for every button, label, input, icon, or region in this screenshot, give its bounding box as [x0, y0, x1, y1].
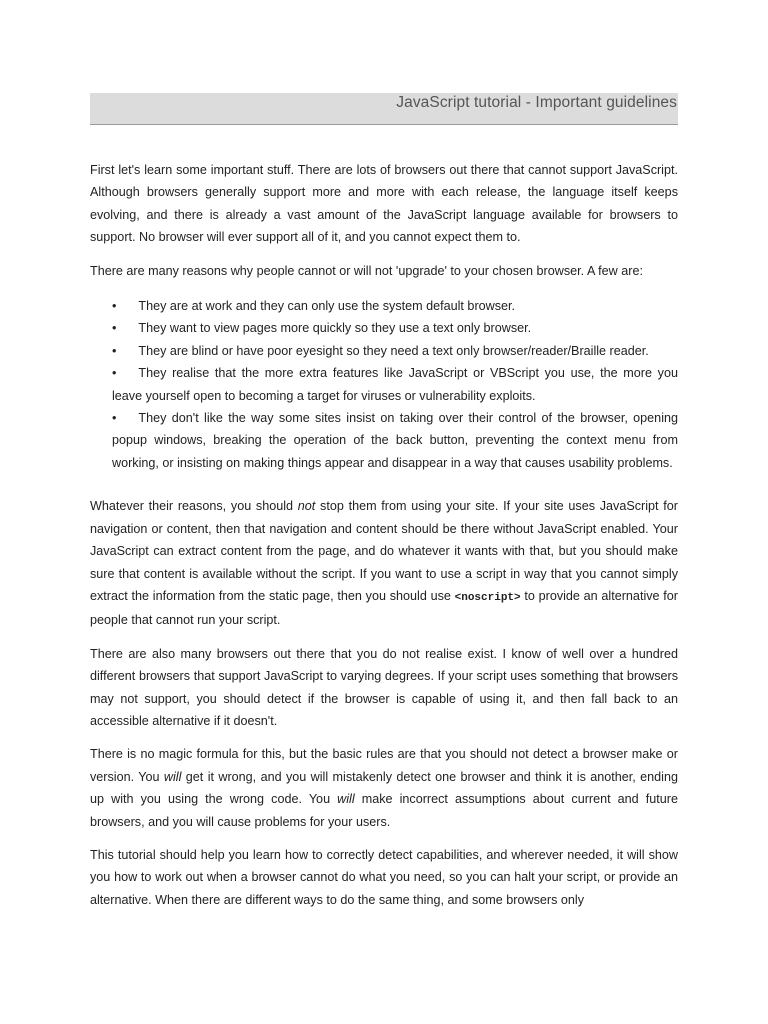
text-run: stop them from using your site. If your site uses JavaScript for navigation or content, then that navigation and content should be there without JavaScript enabled. Your JavaScript can extract content from the page, and do whatever it wants with that, but you should make sure that content is available without the script. If you want to use a script in way that you cannot simply extract the information from the static page, then you should use: [90, 499, 678, 603]
list-item: [90, 295, 678, 317]
list-item-text: They are at work and they can only use the system default browser.: [138, 299, 516, 314]
document-body: [90, 159, 678, 911]
list-item-text: They realise that the more extra features like JavaScript or VBScript you use, the more you leave yourself open to becoming a target for viruses or vulnerability exploits.: [112, 366, 678, 403]
paragraph-reasons-response: [90, 495, 678, 631]
reasons-list: [90, 295, 678, 474]
list-item: [90, 317, 678, 339]
bullet-icon: •: [112, 366, 117, 381]
text-run: to provide an alternative for people that cannot run your script.: [90, 588, 678, 628]
noscript-code: <noscript>: [454, 591, 521, 604]
paragraph-intro: First let's learn some important stuff. There are lots of browsers out there that cannot support JavaScript. Although browsers generally support more and more with each release, the language itself keeps evolving, and there is already a vast amount of the JavaScript language available for browsers to support. No browser will ever support all of it, and you cannot expect them to.: [90, 163, 678, 245]
title-bar: [90, 93, 678, 125]
bullet-icon: •: [112, 343, 117, 358]
bullet-icon: •: [112, 411, 117, 426]
list-item: [90, 340, 678, 362]
text-run: get it wrong, and you will mistakenly detect one browser and think it is another, ending up with you using the wrong code. You: [90, 769, 678, 807]
list-item: [90, 362, 678, 407]
emphasis: will: [163, 769, 182, 784]
paragraph-tutorial-purpose: This tutorial should help you learn how to correctly detect capabilities, and wherever needed, it will show you how to work out when a browser cannot do what you need, so you can halt your script, or provide an alternative. When there are different ways to do the same thing, and some browsers only: [90, 847, 678, 907]
page-title: JavaScript tutorial - Important guidelines: [396, 94, 677, 111]
text-run: make incorrect assumptions about current and future browsers, and you will cause problems for your users.: [90, 792, 678, 829]
paragraph-detection-rules: [90, 743, 678, 833]
list-item-text: They are blind or have poor eyesight so they need a text only browser/reader/Braille reader.: [138, 343, 649, 358]
paragraph-browsers: There are also many browsers out there that you do not realise exist. I know of well over a hundred different browsers that support JavaScript to varying degrees. If your script uses something that browsers may not support, you should detect if the browser is capable of using it, and then fall back to an accessible alternative if it doesn't.: [90, 646, 678, 728]
paragraph-reasons-intro: There are many reasons why people cannot or will not 'upgrade' to your chosen browser. A few are:: [90, 263, 643, 278]
text-run: Whatever their reasons, you should: [90, 499, 298, 514]
list-item-text: They want to view pages more quickly so they use a text only browser.: [138, 321, 532, 336]
bullet-icon: •: [112, 321, 117, 336]
list-item-text: They don't like the way some sites insist on taking over their control of the browser, opening popup windows, breaking the operation of the back button, preventing the context menu from working, or insisting on making things appear and disappear in a way that causes usability problems.: [112, 411, 678, 470]
emphasis: not: [297, 499, 316, 514]
text-run: There is no magic formula for this, but the basic rules are that you should not detect a browser make or version. You: [90, 747, 678, 784]
emphasis: will: [337, 792, 355, 807]
list-item: [90, 407, 678, 474]
bullet-icon: •: [112, 299, 117, 314]
